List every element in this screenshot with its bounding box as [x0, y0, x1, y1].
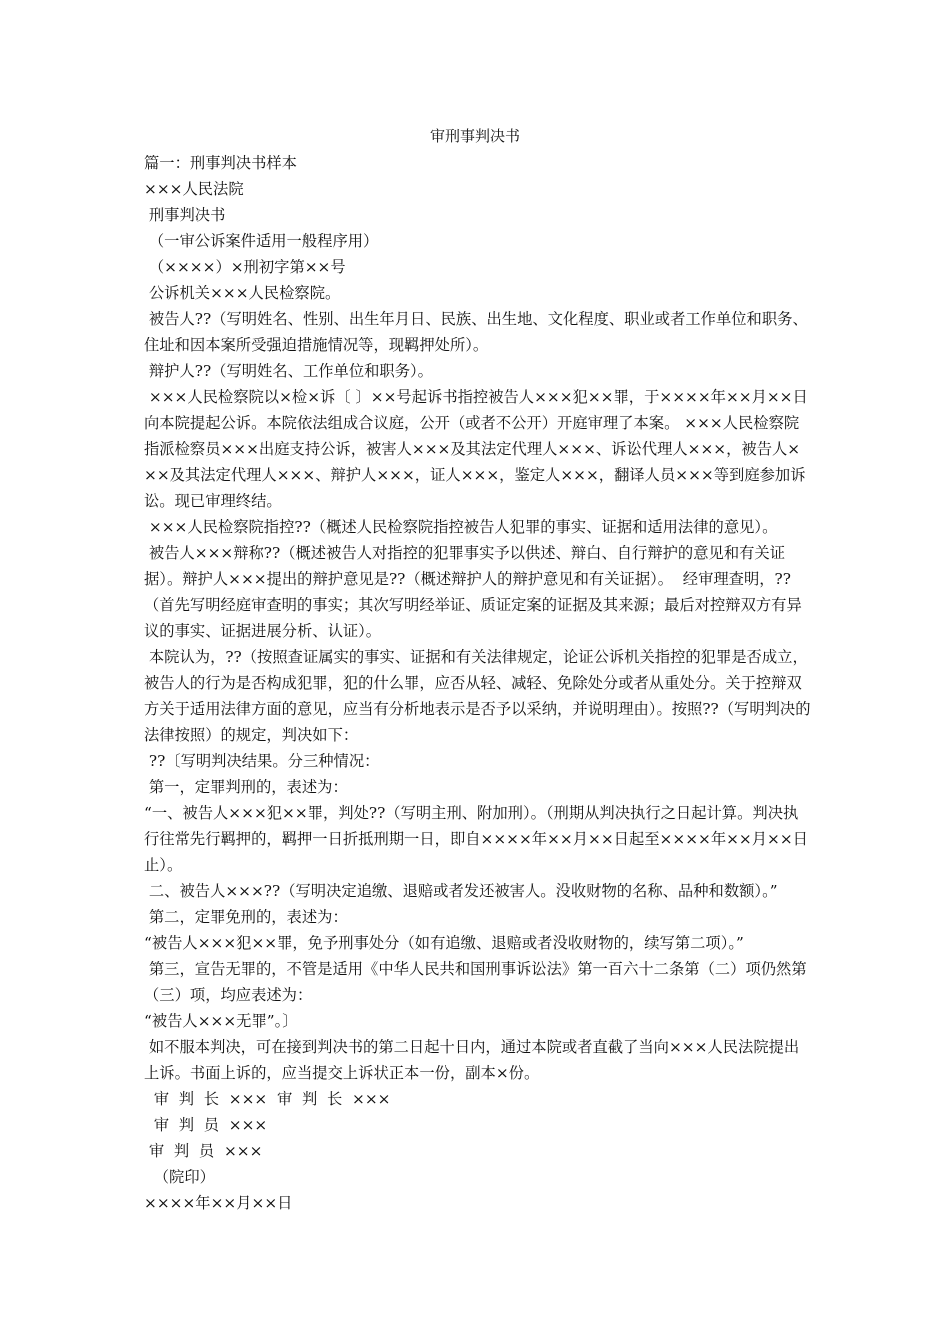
case-one-item-one: “一、被告人×××犯××罪，判处??（写明主刑、附加刑）。（刑期从判决执行之日起计算。判决执行往常先行羁押的，羁押一日折抵刑期一日，即自××××年××月××日起至××××年××月××日止）。: [144, 804, 808, 874]
defense-paragraph: 被告人×××辩称??（概述被告人对指控的犯罪事实予以供述、辩白、自行辩护的意见和有关证据）。辩护人×××提出的辩护意见是??（概述辩护人的辩护意见和有关证据）。 经审理查明，??（首先写明经庭审查明的事实；其次写明经举证、质证定案的证据及其来源；最后对控辩双方有异议的事实、证据进展分析、认证）。: [144, 544, 802, 640]
court-seal: （院印）: [144, 1168, 215, 1186]
case-two-heading: 第二，定罪免刑的，表述为：: [144, 908, 348, 926]
judgment-type: 刑事判决书: [144, 206, 226, 224]
prosecutor-line: 公诉机关×××人民检察院。: [144, 284, 341, 302]
signature-chief-judges: 审 判 长 ××× 审 判 长 ×××: [144, 1090, 391, 1108]
procedure-note: （一审公诉案件适用一般程序用）: [144, 232, 379, 250]
case-number: （××××）×刑初字第××号: [144, 258, 346, 276]
defendant-paragraph: 被告人??（写明姓名、性别、出生年月日、民族、出生地、文化程度、职业或者工作单位和职务、住址和因本案所受强迫措施情况等，现羁押处所）。: [144, 310, 808, 354]
case-one-heading: 第一，定罪判刑的，表述为：: [144, 778, 348, 796]
court-opinion-paragraph: 本院认为，??（按照查证属实的事实、证据和有关法律规定，论证公诉机关指控的犯罪是否成立，被告人的行为是否构成犯罪，犯的什么罪，应否从轻、减轻、免除处分或者从重处分。关于控辩双方关于适用法律方面的意见，应当有分析地表示是否予以采纳，并说明理由）。按照??（写明判决的法律按照）的规定，判决如下：: [144, 648, 811, 744]
signature-judge-two: 审 判 员 ×××: [144, 1142, 263, 1160]
case-one-item-two: 二、被告人×××??（写明决定追缴、退赔或者发还被害人。没收财物的名称、品种和数额）。”: [144, 882, 778, 900]
document-title: 审刑事判决书: [429, 127, 520, 145]
defender-paragraph: 辩护人??（写明姓名、工作单位和职务）。: [144, 362, 433, 380]
verdict-intro: ??〔写明判决结果。分三种情况：: [144, 752, 380, 770]
case-three-heading: 第三，宣告无罪的，不管是适用《中华人民共和国刑事诉讼法》第一百六十二条第（二）项仍然第（三）项，均应表述为：: [144, 960, 807, 1004]
document-body: [144, 150, 812, 1216]
signature-judge-one: 审 判 员 ×××: [144, 1116, 268, 1134]
prosecution-paragraph: ×××人民检察院以×检×诉〔 〕××号起诉书指控被告人×××犯××罪，于××××年××月××日向本院提起公诉。本院依法组成合议庭，公开（或者不公开）开庭审理了本案。 ×××人民检察院指派检察员×××出庭支持公诉，被害人×××及其法定代理人×××、诉讼代理人×××，被告人×××及其法定代理人×××、辩护人×××，证人×××，鉴定人×××，翻译人员×××等到庭参加诉讼。现已审理终结。: [144, 388, 808, 510]
court-name: ×××人民法院: [144, 180, 244, 198]
section-heading: 篇一：刑事判决书样本: [144, 154, 297, 172]
accusation-paragraph: ×××人民检察院指控??（概述人民检察院指控被告人犯罪的事实、证据和适用法律的意见）。: [144, 518, 778, 536]
appeal-paragraph: 如不服本判决，可在接到判决书的第二日起十日内，通过本院或者直截了当向×××人民法院提出上诉。书面上诉的，应当提交上诉状正本一份，副本×份。: [144, 1038, 800, 1082]
document-date: ××××年××月××日: [144, 1194, 293, 1212]
case-three-text: “被告人×××无罪”。〕: [144, 1012, 298, 1030]
case-two-text: “被告人×××犯××罪，免予刑事处分（如有追缴、退赔或者没收财物的，续写第二项）。”: [144, 934, 744, 952]
